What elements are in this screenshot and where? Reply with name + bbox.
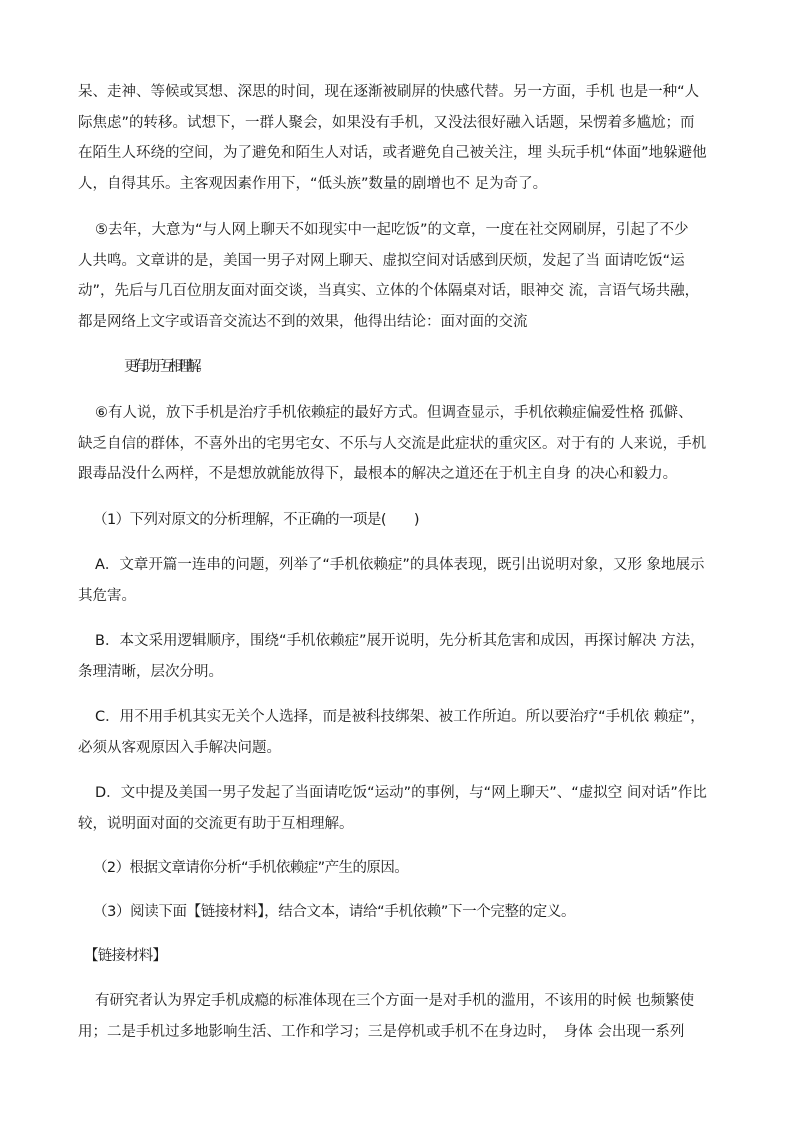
text-line: 较，说明面对面的交流更有助于互相理解。 bbox=[78, 815, 354, 832]
text-line: A．文章开篇一连串的问题，列举了“手机依赖症”的具体表现，既引出说明对象，又形 象地展示 bbox=[95, 557, 705, 573]
option-c bbox=[78, 702, 718, 763]
text-line: ⑤去年，大意为“与人网上聊天不如现实中一起吃饭”的文章，一度在社交网刷屏，引起了不少 bbox=[95, 222, 689, 238]
text-line: （1）下列对原文的分析理解，不正确的一项是( ) bbox=[93, 512, 419, 528]
text-line: 【链接材料】 bbox=[84, 948, 167, 964]
text-line: （3）阅读下面【链接材料】，结合文本，请给“手机依赖”下一个完整的定义。 bbox=[93, 904, 576, 920]
question-2 bbox=[93, 853, 733, 884]
text-line: 缺乏自信的群体，不喜外出的宅男宅女、不乐与人交流是此症状的重灾区。对于有的 人来说，手机 bbox=[78, 435, 707, 452]
paragraph-6 bbox=[78, 398, 718, 490]
text-line: 动”，先后与几百位朋友面对面交谈，当真实、立体的个体隔桌对话，眼神交 流，言语气场共融， bbox=[78, 283, 700, 299]
link-material-body bbox=[78, 986, 718, 1047]
text-line: 际焦虑”的转移。试想下，一群人聚会，如果没有手机，又没法很好融入话题，呆愣着多尴尬；而 bbox=[78, 114, 695, 131]
text-line: （2）根据文章请你分析“手机依赖症”产生的原因。 bbox=[93, 860, 409, 876]
text-line: 都是网络上文字或语音交流达不到的效果，他得出结论：面对面的交流 bbox=[78, 313, 528, 330]
option-b bbox=[78, 626, 718, 687]
option-a bbox=[78, 550, 718, 611]
text-line: 人，自得其乐。主客观因素作用下，“低头族”数量的剧增也不 足为奇了。 bbox=[78, 175, 548, 192]
link-material-title bbox=[84, 941, 724, 972]
option-d bbox=[78, 778, 718, 839]
text-line: D．文中提及美国一男子发起了当面请吃饭“运动”的事例，与“网上聊天”、“虚拟空 间对话”作比 bbox=[95, 785, 707, 801]
text-line: B．本文采用逻辑顺序，围绕“手机依赖症”展开说明，先分析其危害和成因，再探讨解决 方法， bbox=[95, 633, 705, 649]
text-line: ⑥有人说，放下手机是治疗手机依赖症的最好方式。但调查显示，手机依赖症偏爱性格 孤僻、 bbox=[95, 405, 693, 421]
text-line: 条理清晰，层次分明。 bbox=[78, 663, 223, 680]
text-line: 在陌生人环绕的空间，为了避免和陌生人对话，或者避免自己被关注，埋 头玩手机“体面”地躲避他 bbox=[78, 145, 707, 161]
paragraph-5-continuation bbox=[124, 352, 764, 383]
paragraph-continuation bbox=[78, 77, 718, 199]
question-3 bbox=[93, 897, 733, 928]
text-line: 更有助于互相理解。 bbox=[124, 359, 205, 375]
text-line: 有研究者认为界定手机成瘾的标准体现在三个方面一是对手机的滥用，不该用的时候 也频繁使 bbox=[95, 993, 695, 1009]
text-line: 其危害。 bbox=[78, 587, 136, 604]
paragraph-5 bbox=[78, 215, 718, 337]
text-line: 用；二是手机过多地影响生活、工作和学习；三是停机或手机不在身边时， 身体 会出现一系列 bbox=[78, 1023, 685, 1040]
text-line: 必须从客观原因入手解决问题。 bbox=[78, 739, 281, 756]
text-line: 人共鸣。文章讲的是，美国一男子对网上聊天、虚拟空间对话感到厌烦，发起了当 面请吃饭“运 bbox=[78, 252, 685, 269]
text-line: C．用不用手机其实无关个人选择，而是被科技绑架、被工作所迫。所以要治疗“手机依 赖症”， bbox=[95, 709, 705, 725]
text-line: 跟毒品没什么两样，不是想放就能放得下，最根本的解决之道还在于机主自身 的决心和毅力。 bbox=[78, 466, 678, 482]
text-line: 呆、走神、等候或冥想、深思的时间，现在逐渐被刷屏的快感代替。另一方面，手机 也是一种“人 bbox=[78, 84, 700, 100]
question-1 bbox=[93, 505, 733, 536]
